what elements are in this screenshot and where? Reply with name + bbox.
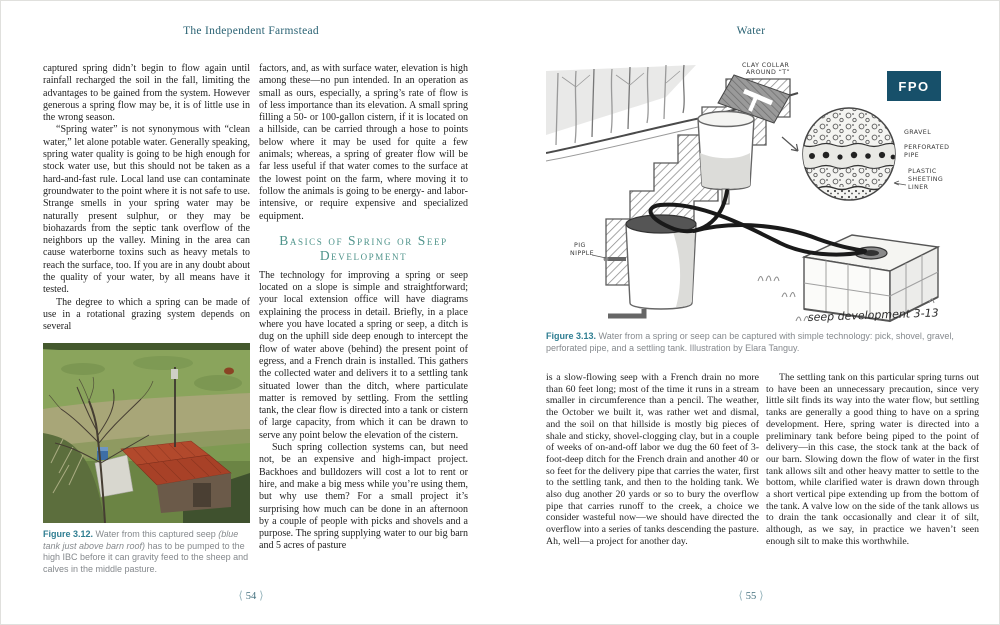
section-heading — [259, 233, 468, 263]
seep-development-drawing — [546, 57, 976, 325]
pasture-photo-art — [43, 343, 250, 523]
plastic-liner-label: PLASTIC — [908, 168, 937, 175]
paragraph: The degree to which a spring can be made of use in a rotational grazing system depends on several — [43, 296, 250, 333]
paragraph: The technology for improving a spring or seep located on a slope is simple and straightforward; your local extension office will have diagrams explaining the process in detail. Briefly, in a place where you have located a spring or seep, a ditch is dug on the uphill side deep enough to intercept the flow of water above (behind) the present point of egress, and a French drain is installed. This gathers the collected water and delivers it to a settling tank situated lower than the ditch, where particulate matter is removed by settling. From the settling tank, the clear flow is directed into a tank or cistern of large capacity, from which it can be drawn to serve any point below the elevation of the cistern. — [259, 269, 468, 441]
bracket-close: ⟩ — [259, 590, 264, 602]
caption-text: Water from a spring or seep can be captured with simple technology: pick, shovel, gravel, perforated pipe, and a settling tank. — [546, 331, 954, 353]
hose-lower — [694, 225, 865, 251]
caption-text: Water from this captured seep — [93, 529, 219, 539]
paragraph: captured spring didn’t begin to flow again until rainfall recharged the soil in the fall, limiting the advantages to be gained from the system. However generous a spring flow may be, it is of little use in the wrong season. — [43, 63, 250, 124]
pig-nipple-label-2: NIPPLE — [570, 250, 595, 257]
section-heading-line2: Development — [319, 247, 408, 263]
right-page-column-1 — [546, 372, 759, 548]
running-head-right: Water — [736, 25, 766, 37]
clay-collar-label-2: AROUND “T” — [746, 69, 791, 76]
caption-credit: Illustration by Elara Tanguy. — [689, 342, 800, 353]
bracket-open: ⟨ — [738, 590, 743, 602]
page-number-right — [501, 589, 1000, 602]
plastic-liner-label-2: SHEETING — [908, 176, 944, 183]
paragraph: is a slow-flowing seep with a French drain no more than 60 feet long; most of the time it runs in a stream smaller in circumference than a pencil. The weather, the October we built it, was rather wet and dismal, and the soil on that hillside is mostly big pieces of shale and sticky, shovel-clogging clay, but in a couple of weeks of on-and-off labor we dug the 60 feet of 3-foot-deep ditch for the French drain and another 40 or so feet for the delivery pipe that carries the water, first to the settling tank, and then to the holding tank. We also dug another 20 yards or so to bury the overflow pipe that carries runoff to the creek, a choice we consider wasteful now—we should have directed the overflow into a series of tanks descending the pasture. Ah, well—a project for another day. — [546, 372, 759, 547]
bracket-open: ⟨ — [238, 590, 243, 602]
running-head-left: The Independent Farmstead — [183, 25, 319, 37]
section-heading-line1: Basics of Spring or Seep — [279, 232, 448, 248]
bank-line-2 — [546, 127, 698, 161]
caption-italic: (blue tank just above barn roof) — [43, 529, 239, 551]
plastic-liner-label-3: LINER — [908, 184, 929, 191]
fpo-badge — [887, 71, 941, 101]
gravel-label: GRAVEL — [904, 129, 932, 136]
perforated-pipe-label-2: PIPE — [904, 152, 920, 159]
right-page-column-2 — [766, 372, 979, 548]
page-number-left — [1, 589, 501, 602]
clay-collar-label: CLAY COLLAR — [742, 62, 790, 69]
perforated-pipe-label: PERFORATED — [904, 144, 950, 151]
pig-nipple-label: PIG — [574, 242, 586, 249]
caption-text: has to be pumped to the high IBC before it can gravity feed to the sheep and calves in the middle pasture. — [43, 540, 249, 574]
page-left — [1, 1, 501, 625]
paragraph: factors, and, as with surface water, elevation is high among these—no pun intended. In an operation as small as ours, especially, a spring’s rate of flow is of less importance than its elevation. A small spring filling a 50- or 100-gallon cistern, if it is located on a hillside, can be carried through a hose to points below where it may be used for quite a few animals; whereas, a spring of greater flow will be far less useful if that water comes to the surface at the lowest point on the farm, where moving it to follow the animals is going to be energy- and labor-intensive, or require expensive and specialized equipment. — [259, 63, 468, 222]
bracket-close: ⟩ — [759, 590, 764, 602]
figure-label: Figure 3.13. — [546, 331, 597, 341]
page-right — [501, 1, 1000, 625]
illustration-signature: seep development 3-13 — [807, 306, 939, 324]
fpo-label: FPO — [898, 79, 930, 94]
page-number: 54 — [245, 591, 257, 602]
figure-3-12-caption — [43, 529, 250, 575]
figure-3-13-illustration — [546, 57, 976, 325]
figure-3-13-caption — [546, 331, 979, 354]
paragraph: The settling tank on this particular spring turns out to have been an unnecessary precaution, since very little silt finds its way into the water flow, but settling tanks are generally a good thing to have on a spring development. Here, spring water is directed into a preliminary tank before being piped to the point of delivery—in this case, the stock tank at the back of our barn. Slowing down the flow of water in the first tank allows silt and other heavy matter to settle to the bottom, while clarified water is drawn down through a short vertical pipe extending up from the bottom of the tank. A valve low on the side of the tank allows us to drain the tank occasionally and clear it of silt, although, as we say, in practice we haven’t seen enough silt to make this worthwhile. — [766, 372, 979, 547]
figure-3-12-photo — [43, 343, 250, 523]
gravel-detail-inset — [782, 107, 898, 204]
left-page-column-1 — [43, 63, 250, 334]
figure-label: Figure 3.12. — [43, 529, 94, 539]
page-number: 55 — [745, 591, 757, 602]
left-page-column-2 — [259, 63, 468, 553]
paragraph: “Spring water” is not synonymous with “clean water,” let alone potable water. Generally speaking, spring water quality is going to be high enough for stock water use, but this should not be taken as a hard-and-fast rule. Local land use can contaminate groundwater to the point where it is not safe to use. Strange smells in your spring water may be naturally present sulphur, or they may be biohazards from the septic tank overflow of the neighbors up the valley. Mining in the area can cause waterborne toxins such as heavy metals to reach the surface, too. If you are in any doubt about the quality of your water, by all means have it tested. — [43, 124, 250, 296]
paragraph: Such spring collection systems can, but need not, be an expensive and high-impact project. Backhoes and bulldozers will cost a lot to rent or hire, and make a big mess while you’re using them, but why use them? For a small project it’s surprising how much can be done in an afternoon by a couple of people with picks and shovels and a purpose. The spring supplying water to our big barn and 5 acres of pasture — [259, 442, 468, 552]
